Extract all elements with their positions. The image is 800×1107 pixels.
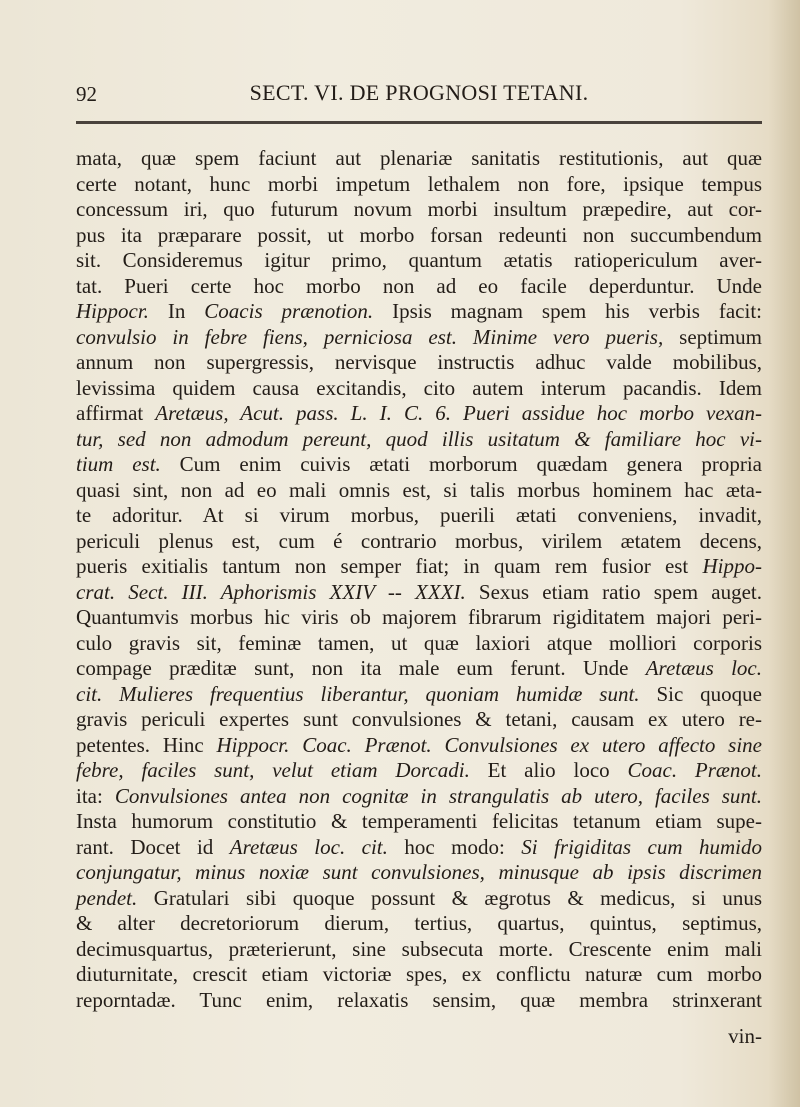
- text-segment: hoc modo:: [387, 834, 522, 859]
- text-line: [76, 631, 762, 657]
- text-segment: affirmat: [76, 401, 156, 425]
- text-segment: certe notant, hunc morbi impetum lethalem non fore, ipsique tempus: [76, 171, 762, 196]
- text-segment: culo gravis sit, feminæ tamen, ut quæ laxiori atque molliori corporis: [76, 630, 762, 655]
- text-segment: Et alio loco: [469, 758, 628, 782]
- italic-text: conjungatur, minus noxiæ sunt convulsiones, minusque ab ipsis discrimen: [76, 860, 762, 884]
- text-segment: pus ita præparare possit, ut morbo forsan redeunti non succumbendum: [76, 222, 762, 247]
- text-line: [76, 733, 762, 759]
- italic-text: Aretæus loc. cit.: [229, 834, 388, 859]
- italic-text: Hippocr. Coac. Prænot. Convulsiones ex utero affecto sine: [216, 732, 762, 757]
- text-line: [76, 248, 762, 274]
- text-line: [76, 503, 762, 529]
- text-segment: petentes. Hinc: [76, 732, 217, 757]
- text-line: [76, 605, 762, 631]
- text-line: [76, 401, 762, 427]
- body-text: [76, 146, 762, 1013]
- italic-text: Aretæus, Acut. pass. L. I. C. 6. Pueri assidue hoc morbo vexan-: [155, 401, 763, 425]
- text-line: [76, 962, 762, 988]
- text-line: [76, 758, 762, 784]
- text-line: [76, 707, 762, 733]
- text-segment: mata, quæ spem faciunt aut plenariæ sanitatis restitutionis, aut quæ: [76, 146, 762, 170]
- text-line: [76, 223, 762, 249]
- text-line: [76, 682, 762, 708]
- text-segment: Quantumvis morbus hic viris ob majorem fibrarum rigiditatem majori peri-: [76, 605, 762, 629]
- italic-text: Convulsiones antea non cognitæ in strangulatis ab utero, faciles sunt.: [114, 783, 762, 808]
- text-line: [76, 452, 762, 478]
- text-segment: tat. Pueri certe hoc morbo non ad eo facile deperduntur. Unde: [76, 273, 762, 298]
- page-number: 92: [76, 82, 97, 106]
- text-segment: sit. Consideremus igitur primo, quantum ætatis ratiopericulum aver-: [76, 248, 762, 272]
- text-segment: diuturnitate, crescit etiam victoriæ spes, ex conflictu naturæ cum morbo: [76, 962, 762, 986]
- text-segment: ita:: [76, 783, 115, 808]
- text-line: [76, 325, 762, 351]
- page-header: [76, 80, 762, 112]
- text-line: [76, 860, 762, 886]
- text-line: [76, 911, 762, 937]
- text-line: [76, 197, 762, 223]
- text-segment: periculi plenus est, cum é contrario morbus, virilem ætatem decens,: [76, 528, 762, 553]
- text-line: [76, 478, 762, 504]
- italic-text: Hippo-: [702, 554, 762, 578]
- text-segment: Cum enim cuivis ætati morborum quædam genera propria: [160, 452, 762, 476]
- text-line: [76, 784, 762, 810]
- text-segment: rant. Docet id: [76, 834, 230, 859]
- text-line: [76, 299, 762, 325]
- text-line: [76, 146, 762, 172]
- italic-text: Coacis prænotion.: [204, 299, 374, 323]
- text-line: [76, 809, 762, 835]
- italic-text: Aretæus loc.: [645, 656, 762, 680]
- text-line: [76, 529, 762, 555]
- text-line: [76, 886, 762, 912]
- text-line: [76, 172, 762, 198]
- text-segment: Gratulari sibi quoque possunt & ægrotus & medicus, si unus: [137, 885, 762, 910]
- italic-text: Coac. Prænot.: [627, 758, 763, 782]
- catchword: vin-: [728, 1024, 762, 1048]
- italic-text: Hippocr.: [76, 299, 149, 323]
- text-line: [76, 937, 762, 963]
- text-line: [76, 835, 762, 861]
- text-line: [76, 554, 762, 580]
- text-segment: decimusquartus, præterierunt, sine subsecuta morte. Crescente enim mali: [76, 936, 762, 961]
- text-segment: compage præditæ sunt, non ita male eum ferunt. Unde: [76, 656, 646, 680]
- text-segment: annum non supergressis, nervisque instructis adhuc valde mobilibus,: [76, 350, 762, 374]
- italic-text: crat. Sect. III. Aphorismis XXIV -- XXXI.: [76, 579, 466, 604]
- text-line: [76, 656, 762, 682]
- italic-text: tur, sed non admodum pereunt, quod illis usitatum & familiare hoc vi-: [76, 426, 762, 451]
- text-segment: Ipsis magnam spem his verbis facit:: [373, 299, 763, 323]
- italic-text: convulsio in febre fiens, perniciosa est. Minime vero pueris,: [76, 324, 664, 349]
- italic-text: Si frigiditas cum humido: [521, 834, 762, 859]
- italic-text: pendet.: [76, 885, 138, 910]
- text-segment: reporntadæ. Tunc enim, relaxatis sensim, quæ membra strinxerant: [76, 987, 762, 1012]
- text-line: [76, 350, 762, 376]
- text-line: [76, 376, 762, 402]
- italic-text: febre, faciles sunt, velut etiam Dorcadi.: [76, 758, 470, 782]
- text-segment: Sic quoque: [639, 681, 762, 706]
- text-line: [76, 274, 762, 300]
- text-segment: Insta humorum constitutio & temperamenti felicitas tetanum etiam supe-: [76, 809, 762, 833]
- text-segment: Sexus etiam ratio spem auget.: [465, 579, 762, 604]
- text-segment: In: [148, 299, 205, 323]
- text-segment: quasi sint, non ad eo mali omnis est, si talis morbus hominem hac æta-: [76, 477, 762, 502]
- running-title: SECT. VI. DE PROGNOSI TETANI.: [249, 80, 589, 105]
- text-segment: concessum iri, quo futurum novum morbi insultum præpedire, aut cor-: [76, 197, 762, 221]
- text-line: [76, 988, 762, 1014]
- text-segment: & alter decretoriorum dierum, tertius, quartus, quintus, septimus,: [76, 911, 762, 935]
- text-segment: septimum: [663, 324, 762, 349]
- italic-text: tium est.: [76, 452, 161, 476]
- text-line: [76, 427, 762, 453]
- header-rule: [76, 121, 762, 124]
- text-segment: pueris exitialis tantum non semper fiat; in quam rem fusior est: [76, 554, 703, 578]
- text-segment: levissima quidem causa excitandis, cito autem interum pacandis. Idem: [76, 375, 762, 400]
- text-segment: gravis periculi expertes sunt convulsiones & tetani, causam ex utero re-: [76, 707, 762, 731]
- text-line: [76, 580, 762, 606]
- italic-text: cit. Mulieres frequentius liberantur, quoniam humidæ sunt.: [76, 681, 640, 706]
- text-segment: te adoritur. At si virum morbus, puerili ætati conveniens, invadit,: [76, 503, 762, 527]
